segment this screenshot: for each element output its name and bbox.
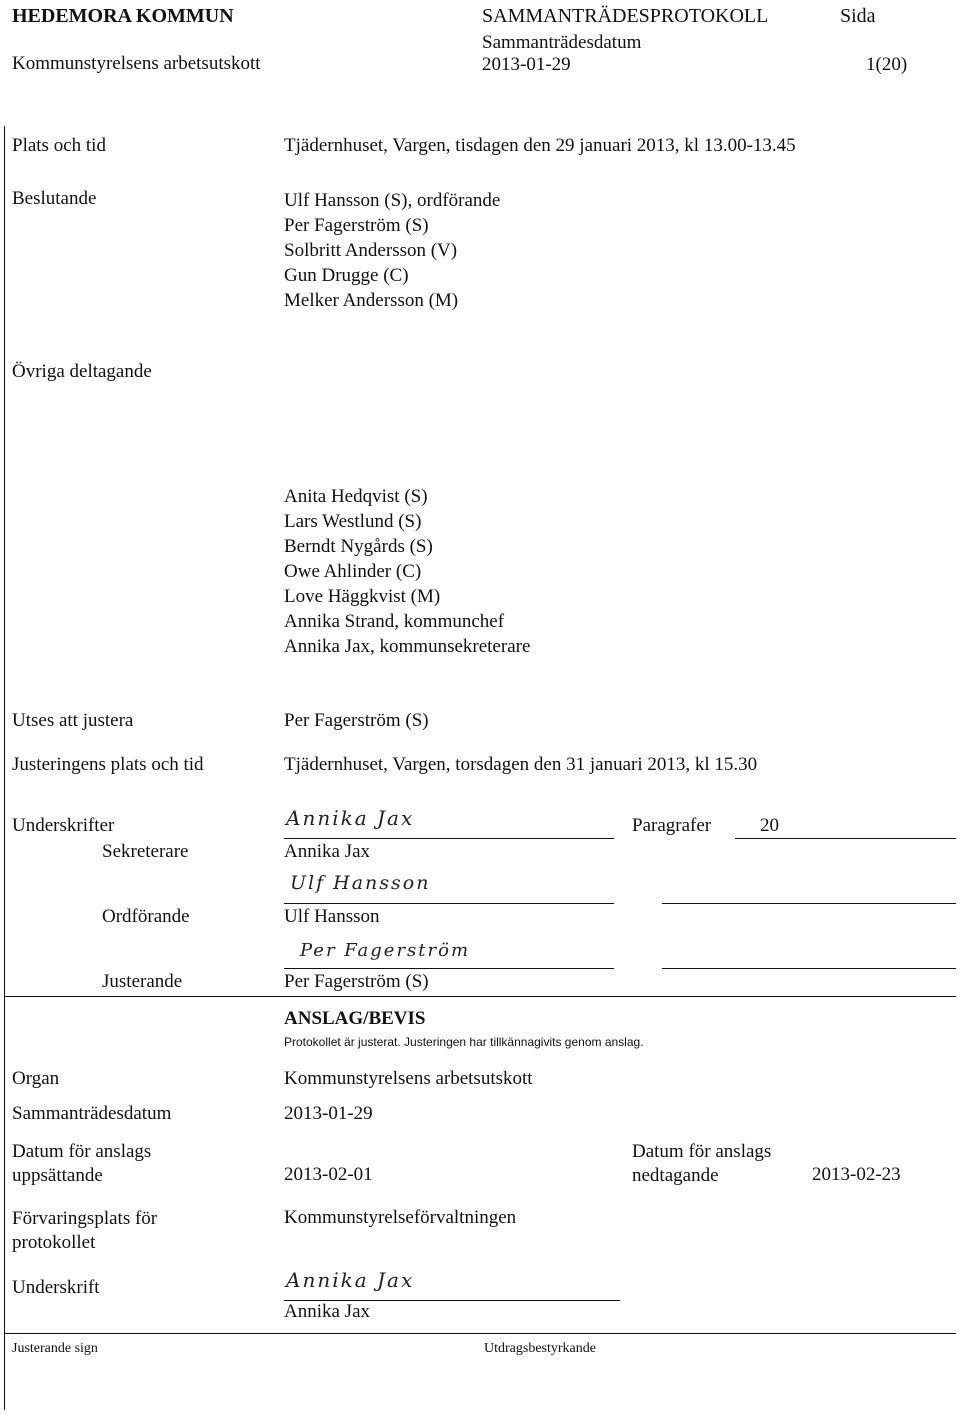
chair-extra-line bbox=[662, 903, 956, 904]
appointed-label: Utses att justera bbox=[12, 710, 134, 731]
organ-value: Kommunstyrelsens arbetsutskott bbox=[284, 1068, 533, 1089]
adjuster-signature-line bbox=[284, 968, 614, 969]
adjustment-place-label: Justeringens plats och tid bbox=[12, 754, 204, 775]
notice-date-label: Sammanträdesdatum bbox=[12, 1103, 172, 1124]
adjuster-name: Per Fagerström (S) bbox=[284, 971, 429, 992]
removed-date: 2013-02-23 bbox=[812, 1164, 901, 1185]
participant: Owe Ahlinder (C) bbox=[284, 561, 422, 582]
signatures-label: Underskrifter bbox=[12, 815, 115, 836]
organ-label: Organ bbox=[12, 1068, 60, 1089]
appointed-adjuster: Per Fagerström (S) bbox=[284, 710, 429, 731]
storage-label-line: Förvaringsplats för bbox=[12, 1208, 158, 1229]
notice-signature: Annika Jax bbox=[286, 1268, 415, 1292]
others-label: Övriga deltagande bbox=[12, 361, 152, 382]
posted-label-line: uppsättande bbox=[12, 1165, 103, 1186]
footer-line bbox=[4, 1333, 956, 1334]
adjustment-place: Tjädernhuset, Vargen, torsdagen den 31 januari 2013, kl 15.30 bbox=[284, 754, 758, 775]
document-type: SAMMANTRÄDESPROTOKOLL bbox=[482, 5, 769, 27]
notice-signer: Annika Jax bbox=[284, 1301, 371, 1322]
decider: Gun Drugge (C) bbox=[284, 265, 409, 286]
posted-label-line: Datum för anslags bbox=[12, 1141, 152, 1162]
notice-subtitle: Protokollet är justerat. Justeringen har tillkännagivits genom anslag. bbox=[284, 1035, 644, 1049]
notice-date: 2013-01-29 bbox=[284, 1103, 373, 1124]
municipality-name: HEDEMORA KOMMUN bbox=[12, 5, 234, 27]
participant: Anita Hedqvist (S) bbox=[284, 486, 428, 507]
removed-label-line: nedtagande bbox=[632, 1165, 719, 1186]
deciders-label: Beslutande bbox=[12, 188, 97, 209]
section-divider bbox=[4, 996, 956, 997]
participant: Love Häggkvist (M) bbox=[284, 586, 441, 607]
participant: Annika Jax, kommunsekreterare bbox=[284, 636, 531, 657]
left-border-line bbox=[4, 126, 5, 1410]
secretary-name: Annika Jax bbox=[284, 841, 371, 862]
adjuster-signature: Per Fagerström bbox=[300, 940, 471, 961]
storage-label-line: protokollet bbox=[12, 1232, 96, 1253]
chair-name: Ulf Hansson bbox=[284, 906, 380, 927]
header-date-label: Sammanträdesdatum bbox=[482, 32, 642, 53]
footer-left: Justerande sign bbox=[12, 1341, 98, 1356]
participant: Berndt Nygårds (S) bbox=[284, 536, 433, 557]
page-number: 1(20) bbox=[866, 54, 908, 75]
page-label: Sida bbox=[840, 5, 876, 27]
meeting-place: Tjädernhuset, Vargen, tisdagen den 29 januari 2013, kl 13.00-13.45 bbox=[284, 135, 796, 156]
notice-title: ANSLAG/BEVIS bbox=[284, 1008, 426, 1029]
others-list bbox=[284, 484, 530, 659]
secretary-signature: Annika Jax bbox=[286, 806, 415, 830]
posted-label bbox=[12, 1140, 151, 1188]
adjuster-label: Justerande bbox=[102, 971, 183, 992]
secretary-signature-line bbox=[284, 838, 614, 839]
paragraphs-value: 20 bbox=[760, 815, 779, 836]
removed-label bbox=[632, 1140, 771, 1188]
decider: Per Fagerström (S) bbox=[284, 215, 429, 236]
chair-signature-line bbox=[284, 903, 614, 904]
paragraphs-line bbox=[735, 838, 956, 839]
participant: Lars Westlund (S) bbox=[284, 511, 422, 532]
storage-label bbox=[12, 1207, 157, 1255]
decider: Ulf Hansson (S), ordförande bbox=[284, 190, 501, 211]
adjuster-extra-line bbox=[662, 968, 956, 969]
paragraphs-label: Paragrafer bbox=[632, 815, 712, 836]
footer-right: Utdragsbestyrkande bbox=[484, 1341, 596, 1356]
deciders-list bbox=[284, 188, 500, 313]
notice-signature-label: Underskrift bbox=[12, 1277, 100, 1298]
header-date: 2013-01-29 bbox=[482, 54, 571, 75]
posted-date: 2013-02-01 bbox=[284, 1164, 373, 1185]
storage-value: Kommunstyrelseförvaltningen bbox=[284, 1207, 517, 1228]
participant: Annika Strand, kommunchef bbox=[284, 611, 505, 632]
decider: Solbritt Andersson (V) bbox=[284, 240, 458, 261]
committee-name: Kommunstyrelsens arbetsutskott bbox=[12, 53, 261, 74]
decider: Melker Andersson (M) bbox=[284, 290, 459, 311]
secretary-label: Sekreterare bbox=[102, 841, 189, 862]
chair-signature: Ulf Hansson bbox=[290, 872, 431, 894]
place-label: Plats och tid bbox=[12, 135, 106, 156]
chair-label: Ordförande bbox=[102, 906, 190, 927]
removed-label-line: Datum för anslags bbox=[632, 1141, 772, 1162]
